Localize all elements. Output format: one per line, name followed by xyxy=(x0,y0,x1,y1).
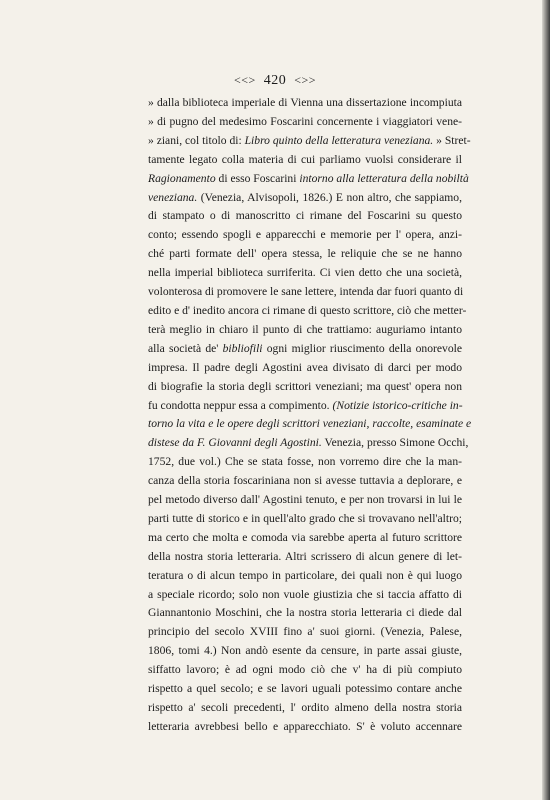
text-line xyxy=(148,453,462,472)
text-segment: (Venezia, Alvisopoli, 1826.) E non altro, che sappiamo, xyxy=(197,190,462,204)
text-line xyxy=(148,529,462,548)
text-segment: » ziani, col titolo di: xyxy=(148,133,245,147)
text-segment: letteraria avrebbesi bello e apparecchiato. S' è voluto accennare xyxy=(148,719,462,733)
text-line xyxy=(148,699,462,718)
text-line xyxy=(148,472,462,491)
italic-segment: intorno alla letteratura della nobiltà xyxy=(299,171,469,185)
text-line xyxy=(148,661,462,680)
text-line xyxy=(148,207,462,226)
text-line xyxy=(148,283,462,302)
text-line xyxy=(148,189,462,208)
text-segment: ogni miglior riuscimento della onorevole xyxy=(262,341,462,355)
text-line xyxy=(148,245,462,264)
italic-segment: veneziana. xyxy=(148,190,198,204)
text-line xyxy=(148,132,471,151)
text-line xyxy=(148,340,462,359)
text-line xyxy=(148,680,462,699)
text-segment: » Stret- xyxy=(433,133,471,147)
text-line xyxy=(148,491,462,510)
text-line xyxy=(148,415,472,434)
text-segment: parti tutte di storico e in quell'alto grado che si trovavano nell'altro; xyxy=(148,511,462,525)
text-segment: di biografie la storia degli scrittori veneziani; ma quest' opera non xyxy=(148,379,462,393)
ornament-left: <<> xyxy=(233,73,256,87)
text-segment: di esso Foscarini xyxy=(215,171,300,185)
text-segment: » dalla biblioteca imperiale di Vienna una dissertazione incompiuta xyxy=(148,96,462,109)
text-segment: 1806, tomi 4.) Non andò esente da censure, in parte assai giuste, xyxy=(148,644,462,658)
text-line xyxy=(148,378,462,397)
text-segment: rispetto a' secoli precedenti, l' ordito almeno della nostra storia xyxy=(148,701,462,714)
text-line xyxy=(148,359,462,378)
text-line xyxy=(148,623,462,642)
text-segment: volonterosa di promovere le sane lettere, intenda dar fuori quanto di xyxy=(148,285,464,299)
page-edge-shadow xyxy=(542,0,550,800)
text-segment: ma certo che molta e comoda via sarebbe aperta al futuro scrittore xyxy=(148,530,462,544)
text-line xyxy=(148,434,469,453)
text-line xyxy=(148,302,467,321)
text-segment: nella imperial biblioteca surriferita. Ci vien detto che una società, xyxy=(148,266,462,280)
text-segment: tamente legato colla materia di cui parliamo vuolsi considerare il xyxy=(148,152,462,166)
text-segment: fu condotta neppur essa a compimento. xyxy=(148,398,333,412)
text-line xyxy=(148,321,462,340)
page-number: 420 xyxy=(263,73,287,88)
text-segment: canza della storia foscariniana non si avesse tuttavia a deplorare, e xyxy=(148,474,462,488)
text-line xyxy=(148,170,469,189)
text-segment: rispetto a quel secolo; e se lavori uguali potessimo contare anche xyxy=(148,682,462,696)
italic-segment: Ragionamento xyxy=(148,171,216,185)
text-segment: 1752, due vol.) Che se stata fosse, non vorremo dire che la man- xyxy=(148,455,462,469)
text-segment: ché parti formate dell' opera stessa, le reliquie che se ne hanno xyxy=(148,247,462,261)
text-segment: principio del secolo XVIII fino a' suoi giorni. (Venezia, Palese, xyxy=(148,625,462,639)
text-line xyxy=(148,397,462,416)
text-line xyxy=(148,94,462,113)
italic-segment: Libro quinto della letteratura veneziana. xyxy=(244,133,434,147)
text-segment: conto; essendo spogli e apparecchi e memorie per l' opera, anzi- xyxy=(148,228,462,242)
text-line xyxy=(148,113,462,132)
text-line xyxy=(148,264,462,283)
italic-segment: torno la vita e le opere degli scrittori veneziani, raccolte, esaminate e xyxy=(148,417,472,431)
text-segment: alla società de' xyxy=(148,341,223,355)
text-line xyxy=(148,642,462,661)
text-segment: edito e d' inedito ancora ci rimane di questo scrittore, ciò che metter- xyxy=(148,303,467,317)
text-line xyxy=(148,586,462,605)
italic-segment: bibliofili xyxy=(222,341,263,355)
text-line xyxy=(148,151,462,170)
text-line xyxy=(148,604,462,623)
text-line xyxy=(148,567,462,586)
text-line xyxy=(148,226,462,245)
text-line xyxy=(148,548,462,567)
text-segment: pel metodo diverso dall' Agostini tenuto, e per non trovarsi in lui le xyxy=(148,493,462,507)
text-segment: terà meglio in chiaro il punto di che trattiamo: auguriamo intanto xyxy=(148,322,462,336)
page-header xyxy=(0,73,550,89)
text-segment: a speciale ricordo; solo non vuole giustizia che si taccia affatto di xyxy=(148,587,462,601)
text-segment: della nostra storia letteraria. Altri scrissero di alcun genere di let- xyxy=(148,549,462,563)
text-segment: di stampato o di manoscritto ci rimane del Foscarini su questo xyxy=(148,209,462,223)
italic-segment: distese da F. Giovanni degli Agostini. xyxy=(148,436,322,450)
text-segment: Venezia, presso Simone Occhi, xyxy=(321,436,469,450)
text-segment: impresa. Il padre degli Agostini avea divisato di darci per modo xyxy=(148,360,462,374)
text-line xyxy=(148,510,462,529)
text-segment: Giannantonio Moschini, che la nostra storia letteraria ci diede dal xyxy=(148,606,462,620)
text-segment: teratura o di alcun tempo in particolare, dei quali non è qui luogo xyxy=(148,568,462,582)
text-line xyxy=(148,718,462,737)
text-segment: siffatto lavoro; è ad ogni modo ciò che v' ha di più compiuto xyxy=(148,663,462,677)
italic-segment: (Notizie istorico-critiche in- xyxy=(332,398,463,412)
ornament-right: <>> xyxy=(294,73,317,87)
text-segment: » di pugno del medesimo Foscarini concernente i viaggiatori vene- xyxy=(148,114,462,128)
body-text xyxy=(148,94,472,737)
